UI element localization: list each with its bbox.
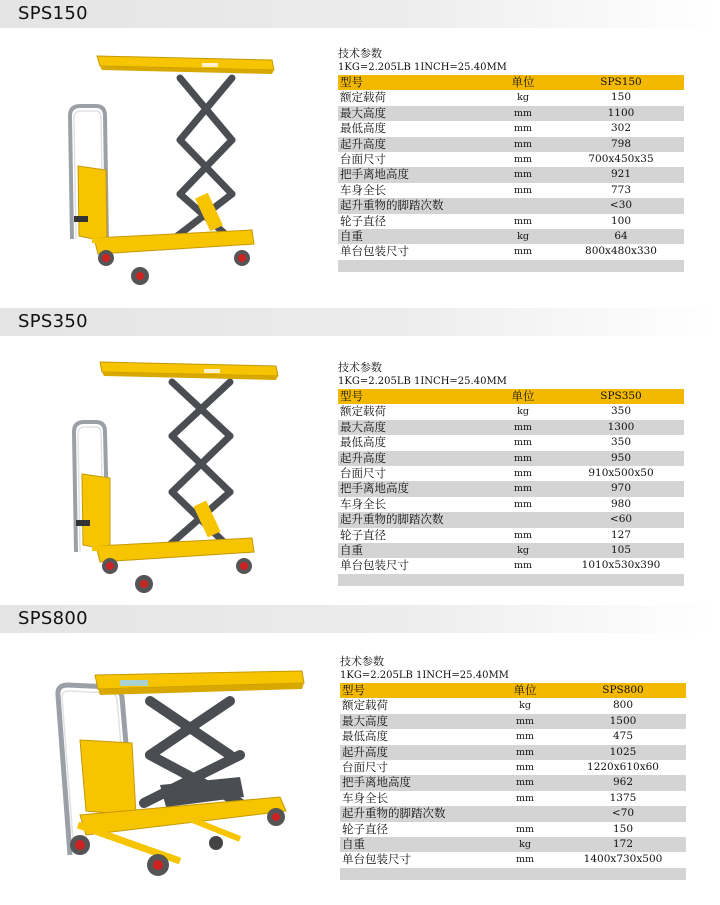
spec-row xyxy=(338,497,684,512)
param-label: 车身全长 xyxy=(340,182,386,197)
param-value: 800 xyxy=(612,699,634,712)
spec-title: 技术参数 xyxy=(338,47,382,60)
header-param: 型号 xyxy=(340,389,363,403)
unit-label: kg xyxy=(519,838,531,850)
param-value: 1400x730x500 xyxy=(583,853,663,866)
unit-label: kg xyxy=(517,544,529,556)
param-label: 起升重物的脚踏次数 xyxy=(340,198,444,213)
unit-label: mm xyxy=(515,746,535,758)
param-label: 最低高度 xyxy=(342,729,388,744)
spec-row xyxy=(338,90,684,105)
unit-label: kg xyxy=(519,700,531,712)
unit-label: kg xyxy=(517,406,529,418)
param-value: 970 xyxy=(610,482,632,495)
spec-row xyxy=(340,714,686,729)
spec-row xyxy=(340,698,686,713)
param-label: 起升重物的脚踏次数 xyxy=(342,806,446,821)
spec-row xyxy=(338,466,684,481)
header-unit: 单位 xyxy=(513,683,537,697)
unit-conversion-note: 1KG=2.205LB 1INCH=25.40MM xyxy=(338,62,507,73)
spec-row xyxy=(340,822,686,837)
param-label: 额定载荷 xyxy=(340,404,386,419)
param-value: <60 xyxy=(609,513,633,526)
param-value: 773 xyxy=(610,183,632,196)
param-value: 1375 xyxy=(609,791,637,804)
spec-row xyxy=(338,420,684,435)
spec-row xyxy=(338,451,684,466)
unit-label: mm xyxy=(515,715,535,727)
param-label: 最低高度 xyxy=(340,121,386,136)
param-label: 把手离地高度 xyxy=(342,775,411,790)
spec-row xyxy=(338,198,684,213)
param-label: 最大高度 xyxy=(340,105,386,120)
spec-row xyxy=(338,543,684,558)
param-label: 自重 xyxy=(340,228,363,243)
unit-label: kg xyxy=(517,92,529,104)
param-value: 1500 xyxy=(609,714,637,727)
lift-table-photo xyxy=(40,665,310,890)
param-value: 100 xyxy=(610,214,632,227)
param-value: 980 xyxy=(610,497,632,510)
spec-row xyxy=(340,852,686,867)
param-value: 1025 xyxy=(609,745,637,758)
spec-row xyxy=(340,806,686,821)
param-value: 150 xyxy=(612,822,634,835)
spec-header-row xyxy=(338,75,684,90)
param-value: 475 xyxy=(612,730,634,743)
param-label: 台面尺寸 xyxy=(340,465,386,480)
lift-table-photo xyxy=(62,44,292,294)
table-end-bar xyxy=(338,260,684,272)
spec-title: 技术参数 xyxy=(340,655,384,668)
param-label: 把手离地高度 xyxy=(340,481,409,496)
spec-row xyxy=(340,775,686,790)
param-value: 1100 xyxy=(607,106,635,119)
unit-label: mm xyxy=(513,215,533,227)
param-label: 台面尺寸 xyxy=(340,151,386,166)
header-model: SPS350 xyxy=(600,390,642,402)
param-label: 轮子直径 xyxy=(340,527,386,542)
param-value: 1010x530x390 xyxy=(581,559,661,572)
header-model: SPS150 xyxy=(600,76,642,88)
header-param: 型号 xyxy=(340,75,363,89)
table-end-bar xyxy=(338,574,684,586)
unit-label: mm xyxy=(513,421,533,433)
param-label: 额定载荷 xyxy=(342,698,388,713)
unit-label: mm xyxy=(513,452,533,464)
spec-title: 技术参数 xyxy=(338,361,382,374)
unit-label: mm xyxy=(515,792,535,804)
unit-label: mm xyxy=(515,761,535,773)
param-label: 起升重物的脚踏次数 xyxy=(340,512,444,527)
unit-label: mm xyxy=(513,529,533,541)
spec-row xyxy=(338,528,684,543)
param-value: 150 xyxy=(610,91,632,104)
param-label: 轮子直径 xyxy=(342,821,388,836)
param-label: 车身全长 xyxy=(342,790,388,805)
param-value: <30 xyxy=(609,199,633,212)
param-value: 350 xyxy=(610,405,632,418)
spec-row xyxy=(338,137,684,152)
unit-conversion-note: 1KG=2.205LB 1INCH=25.40MM xyxy=(340,670,509,681)
param-label: 轮子直径 xyxy=(340,213,386,228)
header-param: 型号 xyxy=(342,683,365,697)
spec-row xyxy=(338,167,684,182)
unit-label: mm xyxy=(513,246,533,258)
param-label: 起升高度 xyxy=(340,450,386,465)
param-value: 64 xyxy=(614,229,628,242)
spec-row xyxy=(338,183,684,198)
param-label: 台面尺寸 xyxy=(342,759,388,774)
unit-label: mm xyxy=(513,138,533,150)
section-title-band xyxy=(0,605,720,633)
param-value: 950 xyxy=(610,451,632,464)
spec-row xyxy=(338,229,684,244)
unit-label: mm xyxy=(513,153,533,165)
param-label: 车身全长 xyxy=(340,496,386,511)
unit-label: kg xyxy=(517,230,529,242)
unit-label: mm xyxy=(513,437,533,449)
spec-row xyxy=(338,244,684,259)
spec-row xyxy=(340,729,686,744)
param-label: 最低高度 xyxy=(340,435,386,450)
spec-row xyxy=(338,121,684,136)
section-title: SPS350 xyxy=(18,311,88,332)
param-value: 350 xyxy=(610,436,632,449)
spec-row xyxy=(338,558,684,573)
param-value: 962 xyxy=(612,776,634,789)
spec-row xyxy=(338,214,684,229)
param-label: 把手离地高度 xyxy=(340,167,409,182)
section-title: SPS150 xyxy=(18,3,88,24)
param-value: <70 xyxy=(611,807,635,820)
section-title-band xyxy=(0,308,720,336)
unit-label: mm xyxy=(515,777,535,789)
spec-row xyxy=(338,404,684,419)
param-value: 1300 xyxy=(607,420,635,433)
param-value: 800x480x330 xyxy=(585,245,657,258)
param-value: 105 xyxy=(610,543,632,556)
spec-row xyxy=(340,791,686,806)
unit-label: mm xyxy=(513,560,533,572)
param-value: 172 xyxy=(612,837,634,850)
param-value: 1220x610x60 xyxy=(587,760,659,773)
unit-label: mm xyxy=(515,823,535,835)
lift-table-photo xyxy=(62,352,292,602)
spec-header-row xyxy=(338,389,684,404)
unit-label: mm xyxy=(515,854,535,866)
param-value: 798 xyxy=(610,137,632,150)
spec-row xyxy=(338,152,684,167)
param-label: 自重 xyxy=(340,542,363,557)
unit-label: mm xyxy=(513,483,533,495)
unit-conversion-note: 1KG=2.205LB 1INCH=25.40MM xyxy=(338,376,507,387)
param-label: 额定载荷 xyxy=(340,90,386,105)
spec-row xyxy=(338,481,684,496)
param-value: 700x450x35 xyxy=(588,152,654,165)
spec-row xyxy=(340,745,686,760)
unit-label: mm xyxy=(513,184,533,196)
spec-row xyxy=(340,760,686,775)
spec-row xyxy=(338,512,684,527)
spec-header-row xyxy=(340,683,686,698)
header-unit: 单位 xyxy=(511,389,535,403)
unit-label: mm xyxy=(513,123,533,135)
spec-row xyxy=(340,837,686,852)
param-label: 起升高度 xyxy=(340,136,386,151)
spec-table xyxy=(340,655,686,880)
spec-table xyxy=(338,361,684,586)
spec-row xyxy=(338,106,684,121)
unit-label: mm xyxy=(513,107,533,119)
param-value: 921 xyxy=(610,168,632,181)
param-label: 自重 xyxy=(342,836,365,851)
param-label: 起升高度 xyxy=(342,744,388,759)
unit-label: mm xyxy=(513,169,533,181)
param-value: 302 xyxy=(610,122,632,135)
unit-label: mm xyxy=(515,731,535,743)
param-value: 127 xyxy=(610,528,632,541)
spec-row xyxy=(338,435,684,450)
table-end-bar xyxy=(340,868,686,880)
unit-label: mm xyxy=(513,498,533,510)
section-title: SPS800 xyxy=(18,608,88,629)
param-value: 910x500x50 xyxy=(588,466,654,479)
param-label: 最大高度 xyxy=(340,419,386,434)
param-label: 最大高度 xyxy=(342,713,388,728)
unit-label: mm xyxy=(513,467,533,479)
spec-table xyxy=(338,47,684,272)
param-label: 单台包装尺寸 xyxy=(340,244,409,259)
param-label: 单台包装尺寸 xyxy=(340,558,409,573)
param-label: 单台包装尺寸 xyxy=(342,852,411,867)
section-title-band xyxy=(0,0,720,28)
header-model: SPS800 xyxy=(602,684,644,696)
header-unit: 单位 xyxy=(511,75,535,89)
